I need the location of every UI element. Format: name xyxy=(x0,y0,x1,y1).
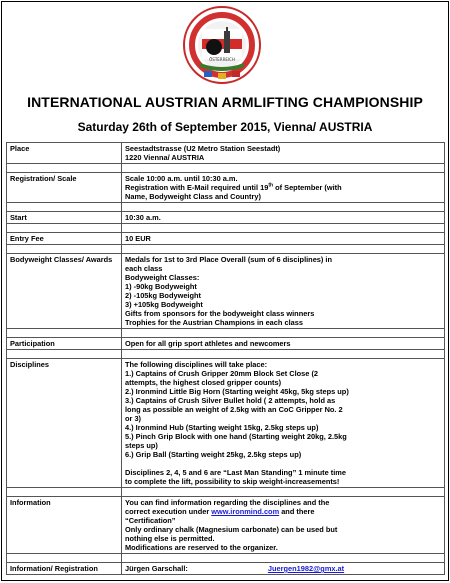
registration-line: Scale 10:00 a.m. until 10:30 a.m. xyxy=(125,174,238,183)
info-table xyxy=(6,142,445,575)
value-place xyxy=(122,143,445,164)
discipline-line: or 3) xyxy=(125,414,142,423)
place-line: 1220 Vienna/ AUSTRIA xyxy=(125,153,205,162)
information-line: correct execution under www.ironmind.com and there xyxy=(125,507,315,516)
information-line: Only ordinary chalk (Magnesium carbonate) can be used but xyxy=(125,525,338,534)
label-fee: Entry Fee xyxy=(7,233,122,245)
row-start xyxy=(7,212,445,224)
place-line: Seestadtstrasse (U2 Metro Station Seestadt) xyxy=(125,144,281,153)
logo-bottom-text: ÖSTERREICH xyxy=(209,57,235,62)
registration-line: Name, Bodyweight Class and Country) xyxy=(125,192,261,201)
classes-line: 2) -105kg Bodyweight xyxy=(125,291,201,300)
page-title: INTERNATIONAL AUSTRIAN ARMLIFTING CHAMPIONSHIP xyxy=(27,94,423,110)
discipline-line: attempts, the highest closed gripper counts) xyxy=(125,378,282,387)
label-participation: Participation xyxy=(7,338,122,350)
classes-line: Gifts from sponsors for the bodyweight class winners xyxy=(125,309,315,318)
row-registration xyxy=(7,173,445,203)
information-line: nothing else is permitted. xyxy=(125,534,215,543)
value-information xyxy=(122,497,445,554)
discipline-line: 4.) Ironmind Hub (Starting weight 15kg, 2.5kg steps up) xyxy=(125,423,319,432)
classes-line: Medals for 1st to 3rd Place Overall (sum of 6 disciplines) in xyxy=(125,255,332,264)
information-line: You can find information regarding the disciplines and the xyxy=(125,498,330,507)
value-contact xyxy=(122,563,445,575)
value-classes xyxy=(122,254,445,329)
contact-name: Jürgen Garschall: xyxy=(125,564,188,573)
discipline-line: long as possible an weight of 2.5kg with an CoC Gripper No. 2 xyxy=(125,405,343,414)
row-participation xyxy=(7,338,445,350)
discipline-line: 5.) Pinch Grip Block with one hand (Starting weight 20kg, 2.5kg xyxy=(125,432,347,441)
classes-line: Bodyweight Classes: xyxy=(125,273,200,282)
discipline-line: 1.) Captains of Crush Gripper 20mm Block Set Close (2 xyxy=(125,369,319,378)
disciplines-note: to complete the lift, possibility to skip weight-increasements! xyxy=(125,477,340,486)
classes-line: 1) -90kg Bodyweight xyxy=(125,282,197,291)
value-start: 10:30 a.m. xyxy=(122,212,445,224)
row-classes xyxy=(7,254,445,329)
value-participation: Open for all grip sport athletes and newcomers xyxy=(122,338,445,350)
row-contact xyxy=(7,563,445,575)
label-classes: Bodyweight Classes/ Awards xyxy=(7,254,122,329)
label-registration: Registration/ Scale xyxy=(7,173,122,203)
contact-email-link[interactable]: Juergen1982@gmx.at xyxy=(267,564,345,573)
row-fee xyxy=(7,233,445,245)
disciplines-note: Disciplines 2, 4, 5 and 6 are “Last Man Standing” 1 minute time xyxy=(125,468,346,477)
row-disciplines xyxy=(7,359,445,488)
value-registration xyxy=(122,173,445,203)
value-disciplines xyxy=(122,359,445,488)
discipline-line: 6.) Grip Ball (Starting weight 25kg, 2.5kg steps up) xyxy=(125,450,302,459)
discipline-line: 3.) Captains of Crush Silver Bullet hold ( 2 attempts, hold as xyxy=(125,396,336,405)
row-information xyxy=(7,497,445,554)
information-line: Modifications are reserved to the organizer. xyxy=(125,543,278,552)
row-place xyxy=(7,143,445,164)
event-date: Saturday 26th of September 2015, Vienna/ AUSTRIA xyxy=(77,120,373,134)
label-place: Place xyxy=(7,143,122,164)
federation-logo xyxy=(182,5,262,85)
discipline-line: steps up) xyxy=(125,441,158,450)
label-disciplines: Disciplines xyxy=(7,359,122,488)
discipline-line: 2.) Ironmind Little Big Horn (Starting weight 45kg, 5kg steps up) xyxy=(125,387,349,396)
classes-line: each class xyxy=(125,264,163,273)
classes-line: 3) +105kg Bodyweight xyxy=(125,300,203,309)
information-line: “Certification” xyxy=(125,516,176,525)
label-information: Information xyxy=(7,497,122,554)
value-fee: 10 EUR xyxy=(122,233,445,245)
registration-line: Registration with E-Mail required until 19th of September (with xyxy=(125,182,342,192)
classes-line: Trophies for the Austrian Champions in each class xyxy=(125,318,303,327)
label-contact: Information/ Registration xyxy=(7,563,122,575)
document-page xyxy=(1,1,449,581)
discipline-line: The following disciplines will take place: xyxy=(125,360,268,369)
ironmind-link[interactable]: www.ironmind.com xyxy=(211,507,280,516)
label-start: Start xyxy=(7,212,122,224)
